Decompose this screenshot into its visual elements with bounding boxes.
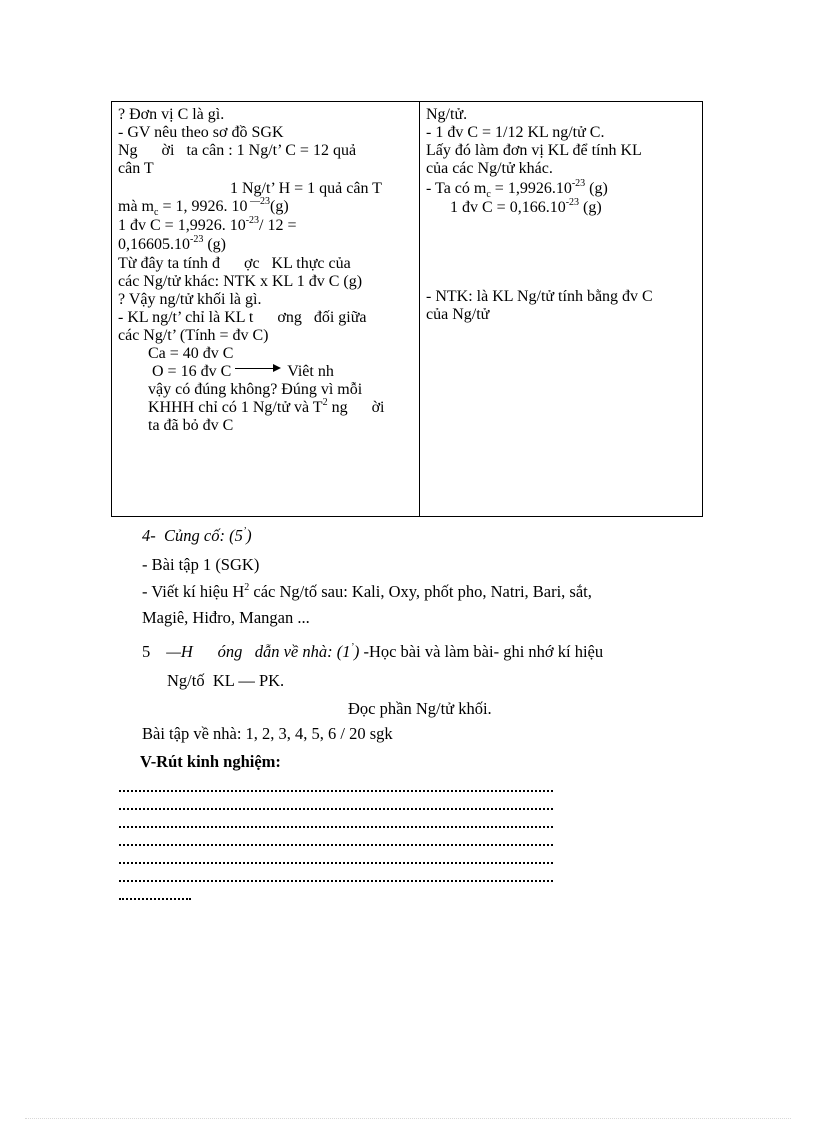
section-5-text: Đọc phần Ng/tử khối. [348,699,492,718]
teacher-line: các Ng/tử khác: NTK x KL 1 đv C (g) [118,273,363,290]
dotted-line [119,844,553,846]
section-4-item: Magiê, Hiđro, Mangan ... [142,608,310,627]
dotted-line [119,898,191,900]
teacher-line: 1 Ng/t’ H = 1 quả cân T [230,180,382,197]
student-line: - 1 đv C = 1/12 KL ng/tử C. [426,124,605,141]
teacher-line: ta đã bỏ đv C [148,417,234,434]
lesson-table [111,101,703,517]
section-4-item: - Viết kí hiệu $H^2$ các Ng/tố sau: Kali, Oxy, phốt pho, Natri, Bari, sắt, [142,582,592,601]
section-5-text: Ng/tố KL — PK. [167,671,285,690]
teacher-line: mà $m_c = 1$, 9926. 10 $^{—23}$(g) [118,196,289,219]
teacher-line: các Ng/t’ (Tính = đv C) [118,327,269,344]
teacher-line: Ca = 40 đv C [148,345,234,362]
column-divider [419,102,420,516]
student-line: Ng/tử. [426,106,468,123]
student-line: - Ta có $m_c = 1,9926.10^{-23}$ (g) [426,178,608,201]
teacher-line: 1 đv C = 1,9926. $10^{-23}/$ 12 = [118,215,297,234]
teacher-line: cân T [118,160,154,177]
student-line: của Ng/tử [426,306,490,323]
teacher-line: - KL ng/t’ chỉ là KL t ơng đối giữa [118,309,367,326]
teacher-line: vậy có đúng không? Đúng vì mỗi [148,381,363,398]
dotted-line [119,826,553,828]
student-line: 1 đv $C = 0,166.10^{-23}$ (g) [450,197,602,216]
teacher-line: Ng ời ta cân : 1 Ng/t’ C = 12 quả [118,142,357,159]
teacher-line: $0,16605.10^{-23}$ (g) [118,234,226,253]
right-arrow-icon [235,364,281,374]
student-line: của các Ng/tử khác. [426,160,553,177]
teacher-line: ? Vậy ng/tử khối là gì. [118,291,262,308]
dotted-line [119,808,553,810]
student-line: Lấy đó làm đơn vị KL để tính KL [426,142,642,159]
section-v-title: V-Rút kinh nghiệm: [140,752,281,771]
homework-line: Bài tập về nhà: 1, 2, 3, 4, 5, 6 / 20 sgk [142,724,393,743]
dotted-line [119,880,553,882]
teacher-line: ? Đơn vị C là gì. [118,106,225,123]
teacher-line: O = 16 đv C Viêt nh [152,363,334,380]
dotted-line [119,862,553,864]
teacher-line: Từ đây ta tính đ ợc KL thực của [118,255,351,272]
student-line: - NTK: là KL Ng/tử tính bằng đv C [426,288,653,305]
section-5-heading: 5 —H óng dẫn về nhà: (1’) -Học bài và làm bài- ghi nhớ kí hiệu [142,642,604,661]
page-bottom-border [25,1118,791,1119]
teacher-line: - GV nêu theo sơ đồ SGK [118,124,284,141]
section-4-heading: 4- Củng cố: (5’) [142,526,252,545]
teacher-line: KHHH chỉ có 1 Ng/tử và $T^2$ ng ời [148,397,385,416]
section-4-item: - Bài tập 1 (SGK) [142,555,260,574]
dotted-line [119,790,553,792]
